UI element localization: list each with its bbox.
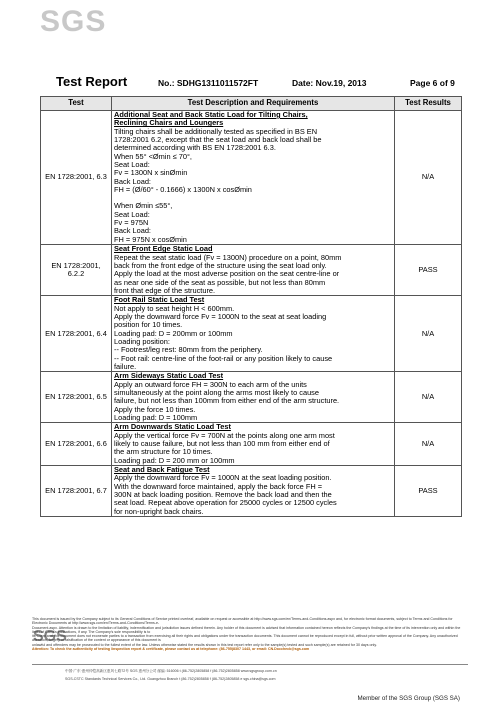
- report-date: Date: Nov.19, 2013: [292, 78, 367, 88]
- table-row: [41, 372, 462, 423]
- test-result-cell: PASS: [395, 466, 462, 517]
- test-result-cell: N/A: [395, 296, 462, 372]
- test-result-cell: N/A: [395, 372, 462, 423]
- description-line: Back Load:: [114, 226, 151, 236]
- description-line: Loading pad: D = 200mm or 100mm: [114, 328, 233, 338]
- test-result-cell: N/A: [395, 111, 462, 245]
- authenticity-line: Attention: To check the authenticity of testing /inspection report & certificate, please contact us at telephone: (86-755)8307 1443, or email: CN.Doccheck@sgs.com: [32, 647, 310, 652]
- description-line: Apply an outward force FH = 300N to each arm of the units: [114, 379, 307, 389]
- test-title: Arm Sideways Static Load Test: [114, 371, 224, 381]
- description-line: Apply the load at the most adverse position on the seat centre-line or: [114, 269, 340, 279]
- table-row: [41, 111, 462, 245]
- description-line: Repeat the seat static load (Fv = 1300N) procedure on a point, 80mm: [114, 252, 342, 262]
- description-line: When 55° <Ømin ≤ 70°,: [114, 151, 192, 161]
- description-line: failure.: [114, 361, 137, 371]
- test-standard-cell: EN 1728:2001, 6.2.2: [41, 245, 112, 296]
- test-result-cell: N/A: [395, 423, 462, 466]
- test-standard-cell: EN 1728:2001, 6.7: [41, 466, 112, 517]
- description-line: Fv = 1300N x sinØmin: [114, 168, 188, 178]
- disclaimer-line: This document is issued by the Company subject to its General Conditions of Service printed overleaf, available on request or accessible at http://www.sgs.com/en/Terms-and-Conditions.aspx and, for electronic format documents, subject to Terms and Conditions for Electronic Documents at http://www.sgs.com/en/Terms-and-Conditions/Terms-e-: [32, 617, 453, 626]
- description-line: back from the front edge of the structure using the seat load only.: [114, 260, 327, 270]
- description-line: as near one side of the seat as possible, but not less than 80mm: [114, 277, 326, 287]
- test-title: Seat Front Edge Static Load: [114, 244, 213, 254]
- test-standard-cell: EN 1728:2001, 6.6: [41, 423, 112, 466]
- description-line: Loading pad: D = 100mm: [114, 413, 198, 423]
- page-number: Page 6 of 9: [410, 78, 455, 88]
- stamp-text: SGS: [33, 628, 67, 645]
- description-line: simultaneously at the point along the arms most likely to cause: [114, 388, 319, 397]
- description-line: Back Load:: [114, 176, 151, 186]
- description-line: determined according with BS EN 1728:2001 6.3.: [114, 143, 276, 153]
- sgs-logo: [40, 5, 107, 38]
- test-description-cell: [112, 111, 395, 245]
- description-line: Loading position:: [114, 336, 170, 346]
- test-description-cell: [112, 372, 395, 423]
- description-line: Apply the downward force Fv = 1000N to the seat at seat loading: [114, 311, 327, 321]
- sgs-logo-text: SGS: [40, 5, 107, 38]
- address-line-2: SGS-CSTC Standards Technical Services Co., Ltd. Guangzhou Branch t (86-752)2805858 f (86-752)2805858 e sgs.china@sgs.com: [65, 677, 276, 681]
- description-line: likely to cause failure, but not less than 100 mm from either end of: [114, 439, 330, 449]
- description-line: Apply the force 10 times.: [114, 404, 196, 414]
- description-line: FH = (Ø/60° - 0.1666) x 1300N x cosØmin: [114, 185, 252, 195]
- description-line: FH = 975N x cosØmin: [114, 234, 187, 244]
- test-description-cell: [112, 296, 395, 372]
- description-line: 1728:2001 6.2, except that the seat load and back load shall be: [114, 135, 322, 145]
- test-standard-cell: EN 1728:2001, 6.5: [41, 372, 112, 423]
- description-line: position for 10 times.: [114, 320, 183, 330]
- table-row: [41, 466, 462, 517]
- description-line: seat load. Repeat above operation for 25000 cycles or 12500 cycles: [114, 498, 337, 508]
- test-standard-cell: EN 1728:2001, 6.4: [41, 296, 112, 372]
- table-row: [41, 296, 462, 372]
- description-line: for non-upright back chairs.: [114, 506, 204, 516]
- disclaimer-line: its Client and this document does not exonerate parties to a transaction from exercising all their rights and obligations under the transaction documents. This document cannot be reproduced except in full, without prior written approval of the Company. Any unauthorized alteration, forgery or falsification of the content or appearance of this document is: [32, 634, 458, 643]
- description-line: front that edge of the structure.: [114, 285, 216, 295]
- test-title: Reclining Chairs and Loungers: [114, 118, 224, 128]
- disclaimer-line: Document.aspx. Attention is drawn to the limitation of liability, indemnification and jurisdiction issues defined therein. Any holder of this document is advised that information contained hereon reflects the Company's findings at the time of its intervention only and within the limits of Client's instructions, if any. The Company's sole responsibility is to: [32, 625, 461, 634]
- test-description-cell: [112, 245, 395, 296]
- col-header-description: Test Description and Requirements: [112, 97, 395, 111]
- test-result-cell: PASS: [395, 245, 462, 296]
- description-line: Seat Load:: [114, 160, 150, 170]
- description-line: Apply the downward force Fv = 1000N at the seat loading position.: [114, 473, 332, 483]
- description-line: Tilting chairs shall be additionally tested as specified in BS EN: [114, 126, 318, 136]
- description-line: Seat Load:: [114, 209, 150, 219]
- test-title: Foot Rail Static Load Test: [114, 295, 205, 305]
- disclaimer-line: unlawful and offenders may be prosecuted to the fullest extent of the law. Unless otherwise stated the results shown in this test report refer only to the sample(s) tested and such sample(s) are retained for 30 days only.: [32, 642, 377, 647]
- table-row: [41, 245, 462, 296]
- sgs-member-text: Member of the SGS Group (SGS SA): [357, 695, 460, 702]
- table-row: [41, 423, 462, 466]
- report-number: No.: SDHG1311011572FT: [158, 78, 259, 88]
- report-title: Test Report: [56, 74, 128, 89]
- address-line-1: 中国·广东·惠州仲恺高新区惠风七路72号 SGS 惠州分公司 邮编: 516006 t (86-752)2805858 f (86-752)2805858 www.sgsgroup.com.cn: [65, 669, 277, 673]
- description-line: the arm structure for 10 times.: [114, 447, 213, 457]
- description-line: Fv = 975N: [114, 218, 149, 228]
- description-line: failure, but not less than 100mm from either end of the arm structure.: [114, 396, 340, 406]
- test-description-cell: [112, 423, 395, 466]
- description-line: Not apply to seat height H < 600mm.: [114, 303, 235, 313]
- description-line: With the downward force maintained, apply the back force FH =: [114, 481, 323, 491]
- description-line: 300N at back loading position. Remove the back load and then the: [114, 490, 332, 500]
- test-title: Additional Seat and Back Static Load for Tilting Chairs,: [114, 110, 308, 119]
- description-line: -- Foot rail: centre-line of the foot-rail or any position likely to cause: [114, 353, 333, 363]
- footer-disclaimer: [32, 617, 468, 651]
- test-standard-cell: EN 1728:2001, 6.3: [41, 111, 112, 245]
- col-header-results: Test Results: [395, 97, 462, 111]
- test-description-cell: [112, 466, 395, 517]
- description-line: Loading pad: D = 200 mm or 100mm: [114, 455, 235, 465]
- test-title: Arm Downwards Static Load Test: [114, 422, 231, 432]
- footer-divider: [32, 664, 468, 665]
- col-header-test: Test: [41, 97, 112, 111]
- description-line: Apply the vertical force Fv = 700N at the points along one arm most: [114, 430, 335, 440]
- test-title: Seat and Back Fatigue Test: [114, 465, 210, 475]
- table-header-row: [41, 97, 462, 111]
- description-line: When Ømin ≤55°,: [114, 201, 173, 211]
- description-line: -- Footrest/leg rest: 80mm from the periphery.: [114, 345, 263, 355]
- test-results-table: [40, 96, 462, 517]
